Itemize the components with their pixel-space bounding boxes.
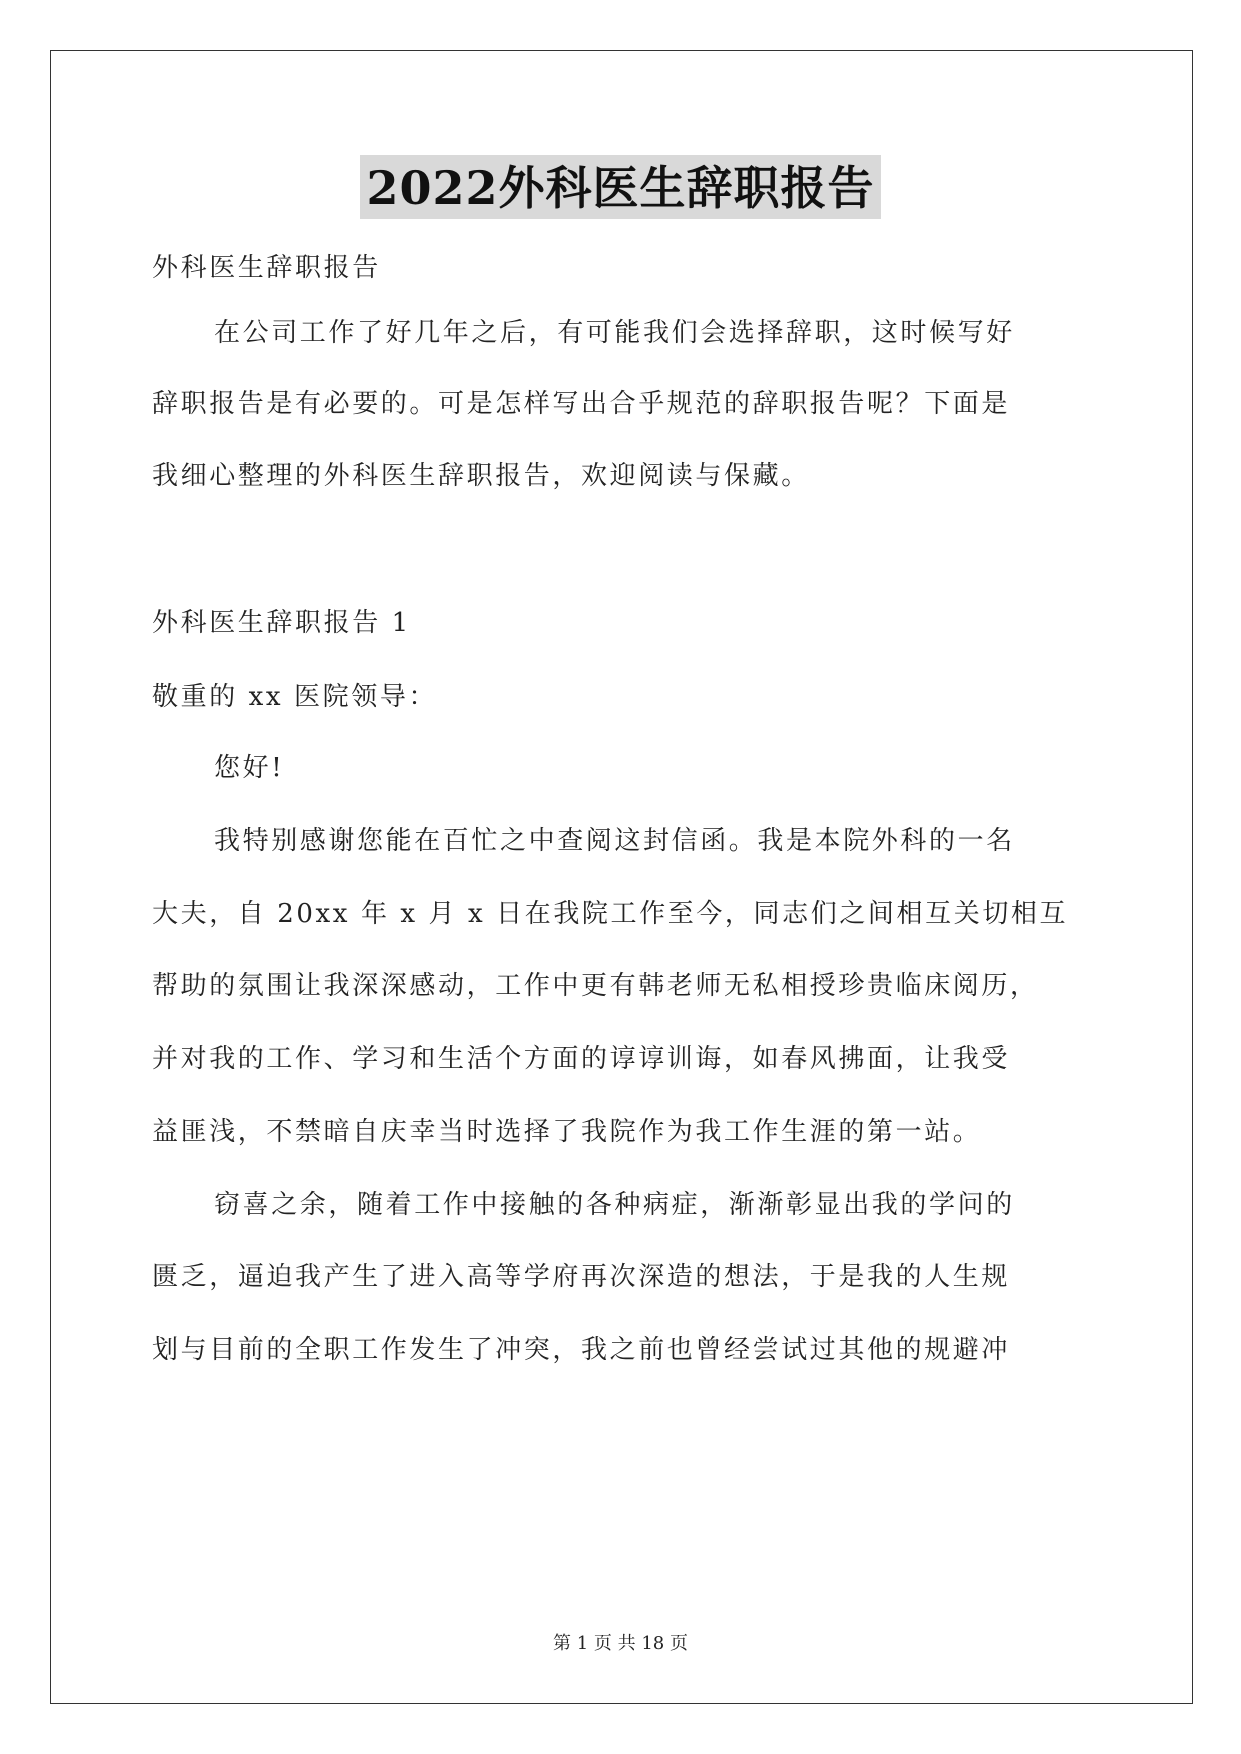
paragraph-line: 我特别感谢您能在百忙之中查阅这封信函。我是本院外科的一名 — [214, 826, 1015, 856]
salutation: 敬重的 xx 医院领导： — [152, 682, 438, 712]
section-heading: 外科医生辞职报告 1 — [152, 608, 411, 638]
paragraph-line: 划与目前的全职工作发生了冲突，我之前也曾经尝试过其他的规避冲 — [152, 1335, 1011, 1365]
paragraph-line: 在公司工作了好几年之后，有可能我们会选择辞职，这时候写好 — [214, 318, 1015, 348]
paragraph-line: 并对我的工作、学习和生活个方面的谆谆训诲，如春风拂面，让我受 — [152, 1044, 1011, 1074]
page-border — [50, 50, 1193, 1704]
section-heading: 外科医生辞职报告 — [152, 253, 381, 283]
paragraph-line: 大夫，自 20xx 年 x 月 x 日在我院工作至今，同志们之间相互关切相互 — [152, 899, 1069, 929]
paragraph-line: 辞职报告是有必要的。可是怎样写出合乎规范的辞职报告呢？下面是 — [152, 389, 1011, 419]
paragraph-line: 我细心整理的外科医生辞职报告，欢迎阅读与保藏。 — [152, 461, 810, 491]
paragraph-line: 匮乏，逼迫我产生了进入高等学府再次深造的想法，于是我的人生规 — [152, 1262, 1011, 1292]
title-container — [0, 155, 1241, 219]
page-number: 第 1 页 共 18 页 — [553, 1633, 688, 1654]
document-title: 2022外科医生辞职报告 — [360, 155, 880, 219]
paragraph-line: 窃喜之余，随着工作中接触的各种病症，渐渐彰显出我的学问的 — [214, 1190, 1015, 1220]
greeting: 您好! — [214, 753, 285, 783]
paragraph-line: 益匪浅，不禁暗自庆幸当时选择了我院作为我工作生涯的第一站。 — [152, 1117, 982, 1147]
paragraph-line: 帮助的氛围让我深深感动，工作中更有韩老师无私相授珍贵临床阅历， — [152, 971, 1039, 1001]
